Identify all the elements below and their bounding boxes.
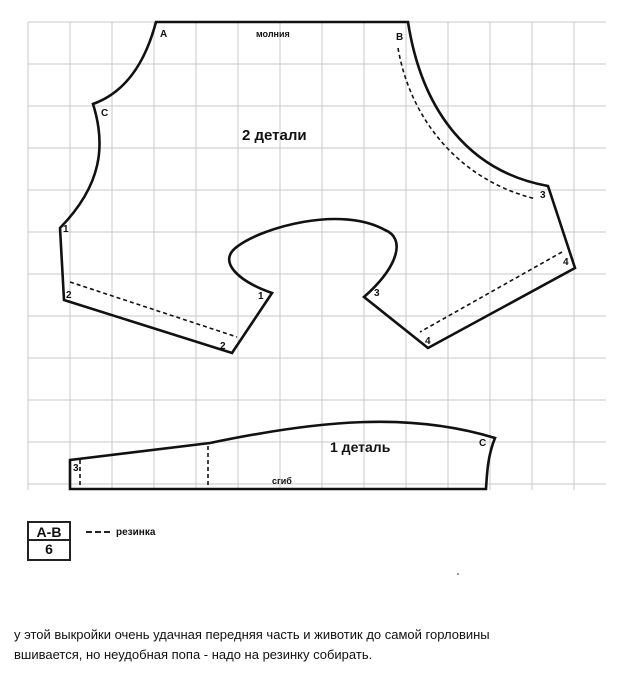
- legend-dash-sample: [86, 531, 110, 533]
- point-a-label: A: [160, 29, 168, 40]
- point-b-label: B: [396, 32, 404, 43]
- zipper-label: молния: [256, 29, 290, 39]
- elastic-line-right-bottom: [420, 252, 562, 332]
- point-3-right-label: 3: [374, 288, 380, 299]
- caption-line-1: у этой выкройки очень удачная передняя часть и животик до самой горловины: [14, 627, 490, 642]
- legend: [86, 527, 155, 538]
- point-c-label: C: [101, 108, 109, 119]
- scale-box: [27, 521, 71, 561]
- point-1-right-label: 1: [258, 291, 264, 302]
- caption: [14, 625, 626, 665]
- stray-dot: [457, 573, 459, 575]
- point-4-right-label: 4: [563, 257, 569, 268]
- point-1-left-label: 1: [63, 224, 69, 235]
- scale-top: А-В: [29, 523, 69, 541]
- pieces-count-lower: 1 деталь: [330, 439, 391, 455]
- scale-bottom: 6: [45, 541, 53, 557]
- fold-label: сгиб: [272, 476, 292, 486]
- point-2-bottom-label: 2: [220, 341, 226, 352]
- point-4-bottom-label: 4: [425, 336, 431, 347]
- point-2-left-label: 2: [66, 290, 72, 301]
- legend-label: резинка: [116, 527, 156, 538]
- point-3-top-label: 3: [540, 190, 546, 201]
- pieces-count-upper: 2 детали: [242, 127, 307, 144]
- caption-line-2: вшивается, но неудобная попа - надо на резинку собирать.: [14, 647, 373, 662]
- point-c-lower-label: C: [479, 438, 487, 449]
- point-3-lower-label: 3: [73, 463, 79, 474]
